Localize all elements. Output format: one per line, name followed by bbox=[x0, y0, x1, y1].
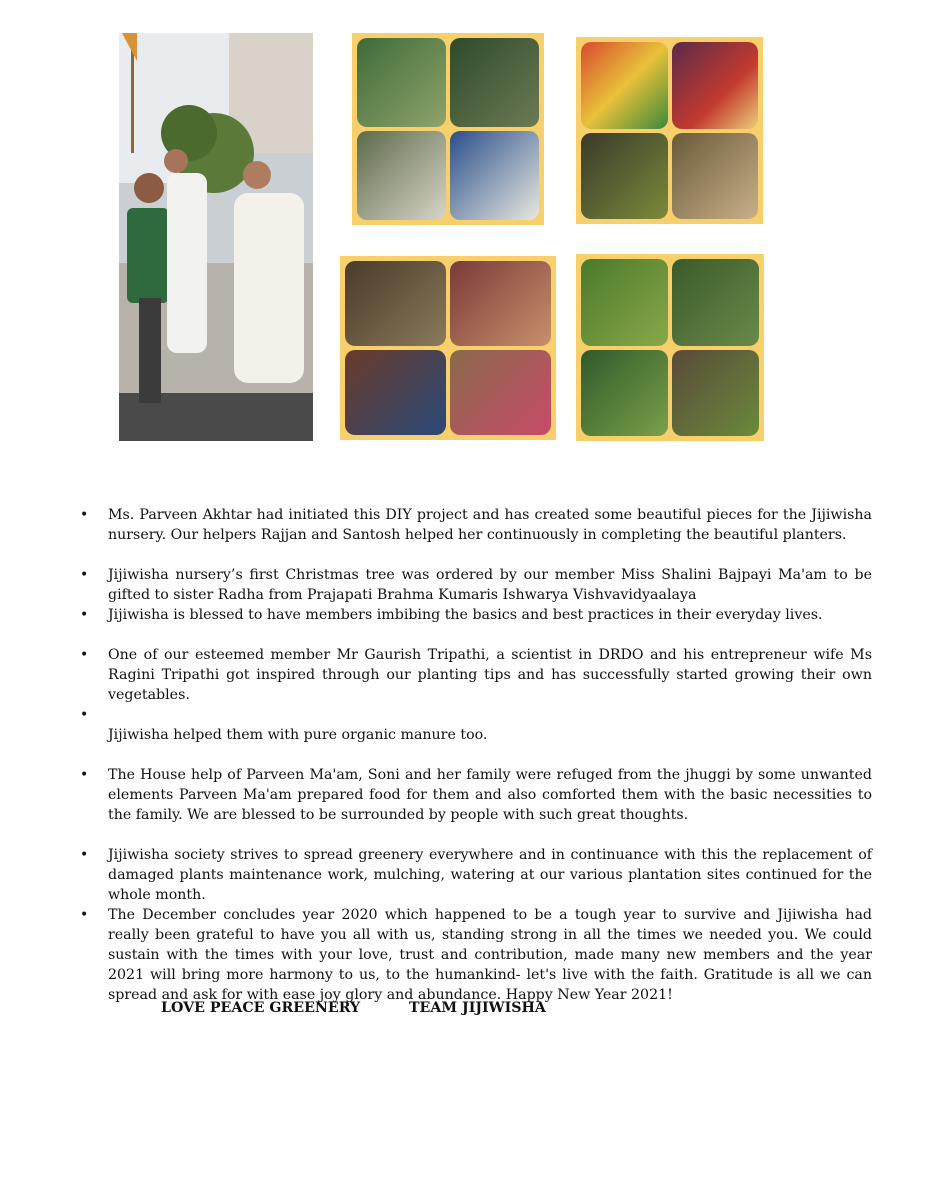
vegetables-collage-photo bbox=[576, 254, 764, 441]
planter-collage-photo bbox=[352, 33, 544, 225]
gifting-tree-image bbox=[119, 33, 313, 441]
bullet-empty bbox=[80, 705, 872, 725]
spacer bbox=[80, 545, 872, 565]
veg-tile-3 bbox=[581, 350, 668, 437]
footer-team: TEAM JIJIWISHA bbox=[408, 1000, 546, 1016]
bullet-members-practices: • Jijiwisha is blessed to have members imbibing the basics and best practices in their everyday lives. bbox=[80, 605, 872, 625]
family-tile-3 bbox=[345, 350, 446, 435]
spacer bbox=[80, 625, 872, 645]
tyres-tile-1 bbox=[581, 42, 668, 129]
planter-tile-1 bbox=[357, 38, 446, 127]
spacer bbox=[80, 745, 872, 765]
tyres-tile-4 bbox=[672, 133, 759, 220]
tyres-tile-3 bbox=[581, 133, 668, 220]
planter-tile-4 bbox=[450, 131, 539, 220]
planter-tile-3 bbox=[357, 131, 446, 220]
family-food-collage-photo bbox=[340, 256, 556, 440]
family-tile-4 bbox=[450, 350, 551, 435]
gifting-tree-photo bbox=[119, 33, 313, 441]
veg-tile-4 bbox=[672, 350, 759, 437]
bullet-diy-project: • Ms. Parveen Akhtar had initiated this DIY project and has created some beautiful pieces for the Jijiwisha nursery. Our helpers Rajjan and Santosh helped her continuously in completing the beautiful planters. bbox=[80, 505, 872, 545]
veg-tile-1 bbox=[581, 259, 668, 346]
newsletter-footer bbox=[161, 1000, 546, 1016]
bullet-organic-manure: Jijiwisha helped them with pure organic manure too. bbox=[108, 727, 488, 743]
spacer bbox=[80, 825, 872, 845]
bullet-greenery-maintenance: • Jijiwisha society strives to spread greenery everywhere and in continuance with this the replacement of damaged plants maintenance work, mulching, watering at our various plantation sites continued for the whole month. bbox=[80, 845, 872, 905]
painted-tyres-collage-photo bbox=[576, 37, 763, 224]
bullet-gaurish-tripathi: • One of our esteemed member Mr Gaurish Tripathi, a scientist in DRDO and his entrepreneur wife Ms Ragini Tripathi got inspired through our planting tips and has successfully started growing their own vegetables. bbox=[80, 645, 872, 705]
tyres-tile-2 bbox=[672, 42, 759, 129]
planter-tile-2 bbox=[450, 38, 539, 127]
family-tile-2 bbox=[450, 261, 551, 346]
bullet-new-year: • The December concludes year 2020 which happened to be a tough year to survive and Jijiwisha had really been grateful to have you all with us, standing strong in all the times we needed you. We could sustain with the times with your love, trust and contribution, made many new members and the year 2021 will bring more harmony to us, to the humankind- let's live with the faith. Gratitude is all we can spread and ask for with ease joy glory and abundance. Happy New Year 2021! bbox=[80, 905, 872, 1005]
footer-motto: LOVE PEACE GREENERY bbox=[161, 1000, 361, 1016]
bullet-soni-family: • The House help of Parveen Ma'am, Soni and her family were refuged from the jhuggi by some unwanted elements Parveen Ma'am prepared food for them and also comforted them with the basic necessities to the family. We are blessed to be surrounded by people with such great thoughts. bbox=[80, 765, 872, 825]
family-tile-1 bbox=[345, 261, 446, 346]
bullet-christmas-tree: • Jijiwisha nursery’s first Christmas tree was ordered by our member Miss Shalini Bajpayi Ma'am to be gifted to sister Radha from Prajapati Brahma Kumaris Ishwarya Vishvavidyaalaya bbox=[80, 565, 872, 605]
veg-tile-2 bbox=[672, 259, 759, 346]
newsletter-bullets bbox=[80, 505, 872, 1005]
